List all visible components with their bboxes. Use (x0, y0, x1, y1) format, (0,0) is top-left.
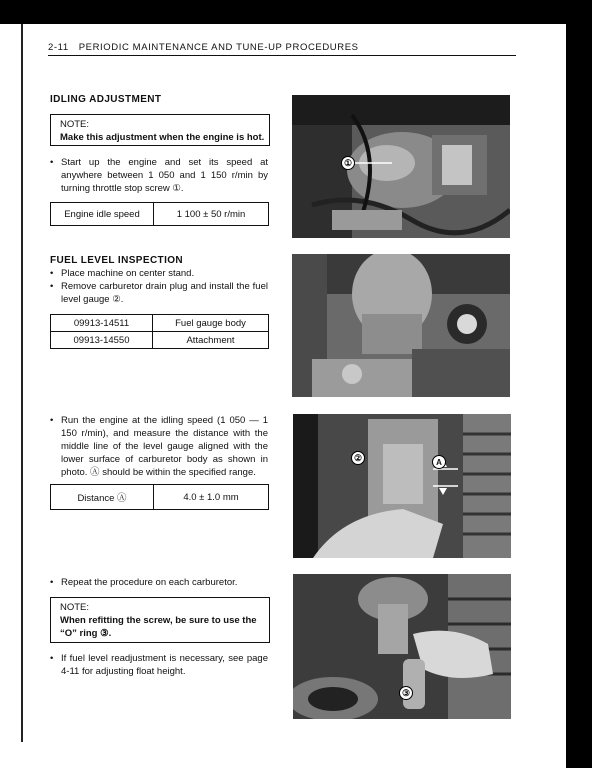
fuel-bullet-1: • Place machine on center stand. (61, 267, 268, 280)
fuel-note (50, 597, 270, 643)
note-label: NOTE: (60, 602, 90, 613)
photo-fuel-level-gauge (293, 414, 511, 558)
tool-name: Fuel gauge body (152, 315, 268, 331)
fuel-bullet-5: • If fuel level readjustment is necessary, see page 4-11 for adjusting float height. (61, 652, 268, 678)
page-number: 2-11 (48, 42, 69, 53)
photo-drain-plug (292, 254, 510, 397)
scan-border-right (566, 0, 592, 768)
photo-throttle-stop-screw (292, 95, 510, 238)
callout-1-icon: ① (341, 156, 355, 170)
table-row (51, 315, 268, 331)
fuel-bullet-2: • Remove carburetor drain plug and install the fuel level gauge ②. (61, 280, 268, 306)
scan-border-top (0, 0, 592, 24)
distance-spec (50, 484, 269, 510)
note-text: When refitting the screw, be sure to use the “O” ring ③. (60, 615, 257, 639)
callout-3-icon: ③ (399, 686, 413, 700)
spec-label: Distance Ⓐ (77, 493, 127, 504)
special-tools-table (50, 314, 269, 349)
tool-name: Attachment (152, 332, 268, 348)
callout-2-icon: ② (351, 451, 365, 465)
table-row (51, 331, 268, 348)
running-header (48, 42, 359, 53)
tool-part-number: 09913-14511 (73, 317, 130, 329)
section-title: PERIODIC MAINTENANCE AND TUNE-UP PROCEDURES (78, 42, 359, 53)
idling-bullet: • Start up the engine and set its speed at anywhere between 1 050 and 1 150 r/min by turning throttle stop screw ①. (61, 156, 268, 195)
idling-note (50, 114, 270, 146)
note-label: NOTE: (60, 119, 90, 130)
idling-heading: IDLING ADJUSTMENT (50, 94, 162, 105)
callout-a-icon: A (432, 455, 446, 469)
idle-speed-spec (50, 202, 269, 226)
spec-value: 4.0 ± 1.0 mm (153, 485, 268, 509)
note-text: Make this adjustment when the engine is hot. (60, 132, 265, 143)
tool-part-number: 09913-14550 (73, 334, 130, 346)
fuel-bullet-4: • Repeat the procedure on each carburetor. (61, 576, 268, 589)
header-rule (48, 55, 516, 56)
fuel-heading: FUEL LEVEL INSPECTION (50, 255, 184, 266)
spec-label: Engine idle speed (64, 208, 140, 220)
spec-value: 1 100 ± 50 r/min (153, 203, 268, 225)
page-binding-line (21, 24, 23, 742)
fuel-bullet-3: • Run the engine at the idling speed (1 050 — 1 150 r/min), and measure the distance with the middle line of the level gauge aligned with the lower surface of carburetor body as shown in photo. Ⓐ should be within the specified range. (61, 414, 268, 479)
